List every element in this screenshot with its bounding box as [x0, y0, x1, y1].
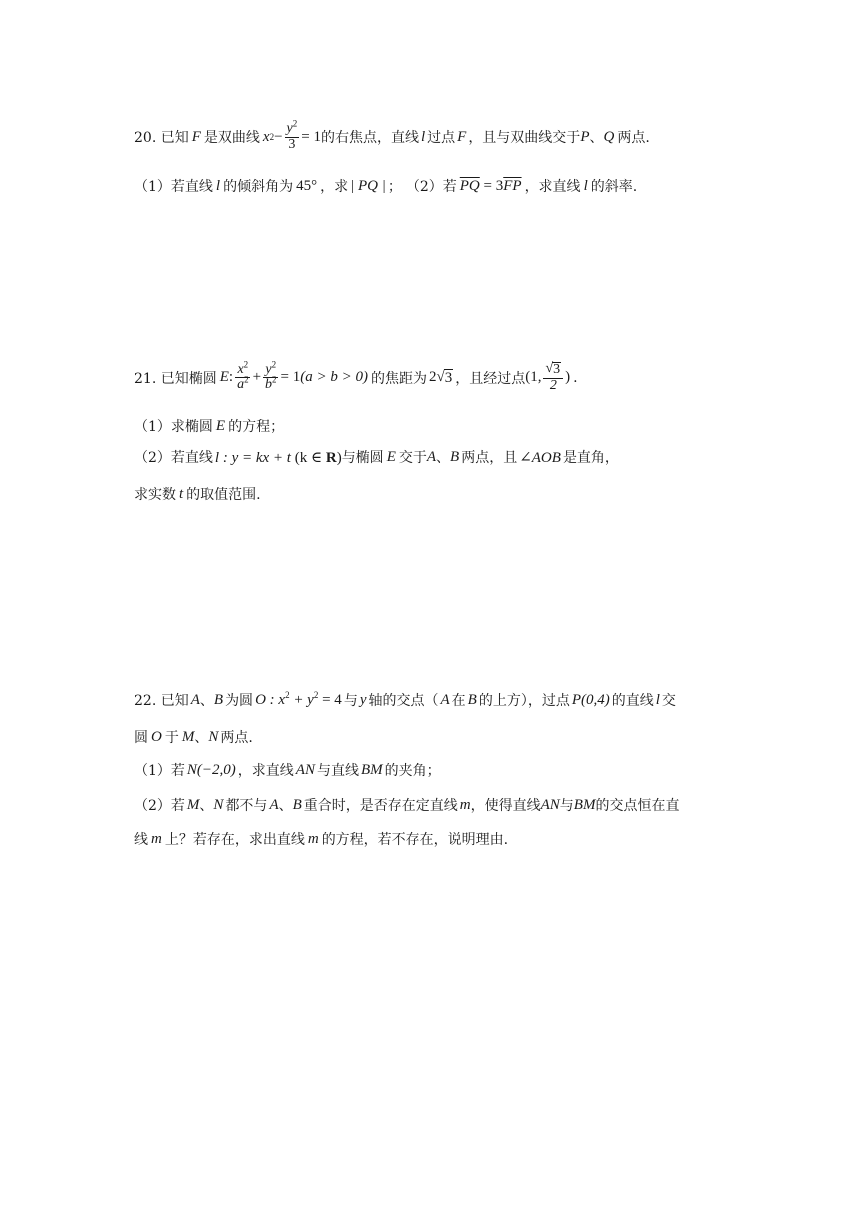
q22-number: 22. 已知 [134, 693, 189, 709]
q20-number: 20. 已知 [134, 130, 189, 147]
q22-stem-cont: 圆 O 于 M 、 N 两点. [134, 728, 253, 746]
q22-part2-cont: 线 m 上？若存在，求出直线 m 的方程，若不存在，说明理由. [134, 830, 509, 848]
point-coordinates: (1, √ 3 2 ) [525, 361, 571, 393]
q21-part2: （2）若直线 l : y = kx + t (k ∈ R) 与椭圆 E 交于 A 、 B 两点，且 ∠AOB 是直角， [134, 448, 619, 466]
circle-equation: O : $x^2 + y^2 = 4$ [255, 689, 342, 708]
vector-equation: $\overline{PQ} = 3\overline{FP}$ [459, 177, 522, 194]
hyperbola-equation: x 2 − $\frac{y^2}{3}$ = 1 [262, 118, 321, 152]
q21-stem: 21. 已知椭圆 E : $\frac{x^2}{a^2}$ + $\frac{y^2}{b^2}$ = 1 (a > b > 0) 的焦距为 2 √ 3 ，且经过点 (1, √ 3 2 ) . [134, 358, 578, 393]
line-equation: l : y = kx + t (k ∈ R) [214, 449, 342, 466]
q22-part1: （1）若 N(−2,0) ，求直线 AN 与直线 BM 的夹角； [134, 761, 441, 779]
q21-part2-cont: 求实数 t 的取值范围. [134, 485, 261, 503]
q20-stem: 20. 已知 F 是双曲线 x 2 − $\frac{y^2}{3}$ = 1 的右焦点，直线 l 过点 F ，且与双曲线交于 P 、 Q 两点. [134, 118, 650, 152]
focal-length: 2 √ 3 [428, 368, 453, 386]
q22-stem: 22. 已知 A 、 B 为圆 O : $x^2 + y^2 = 4$ 与 y 轴的交点（ A 在 B 的上方），过点 P(0,4) 的直线 l 交 [134, 689, 676, 709]
q21-number: 21. 已知椭圆 [134, 370, 217, 387]
ellipse-equation: E : $\frac{x^2}{a^2}$ + $\frac{y^2}{b^2}$ = 1 (a > b > 0) [219, 358, 368, 393]
q22-part2: （2）若 M 、 N 都不与 A 、 B 重合时，是否存在定直线 m ，使得直线 AN 与 BM 的交点恒在直 [134, 796, 680, 814]
q21-part1: （1）求椭圆 E 的方程； [134, 417, 285, 435]
q20-parts: （1）若直线 l 的倾斜角为 45° ，求 | PQ | ； （2）若 $\overline{PQ} = 3\overline{FP}$ ，求直线 l 的斜率. [134, 177, 638, 195]
